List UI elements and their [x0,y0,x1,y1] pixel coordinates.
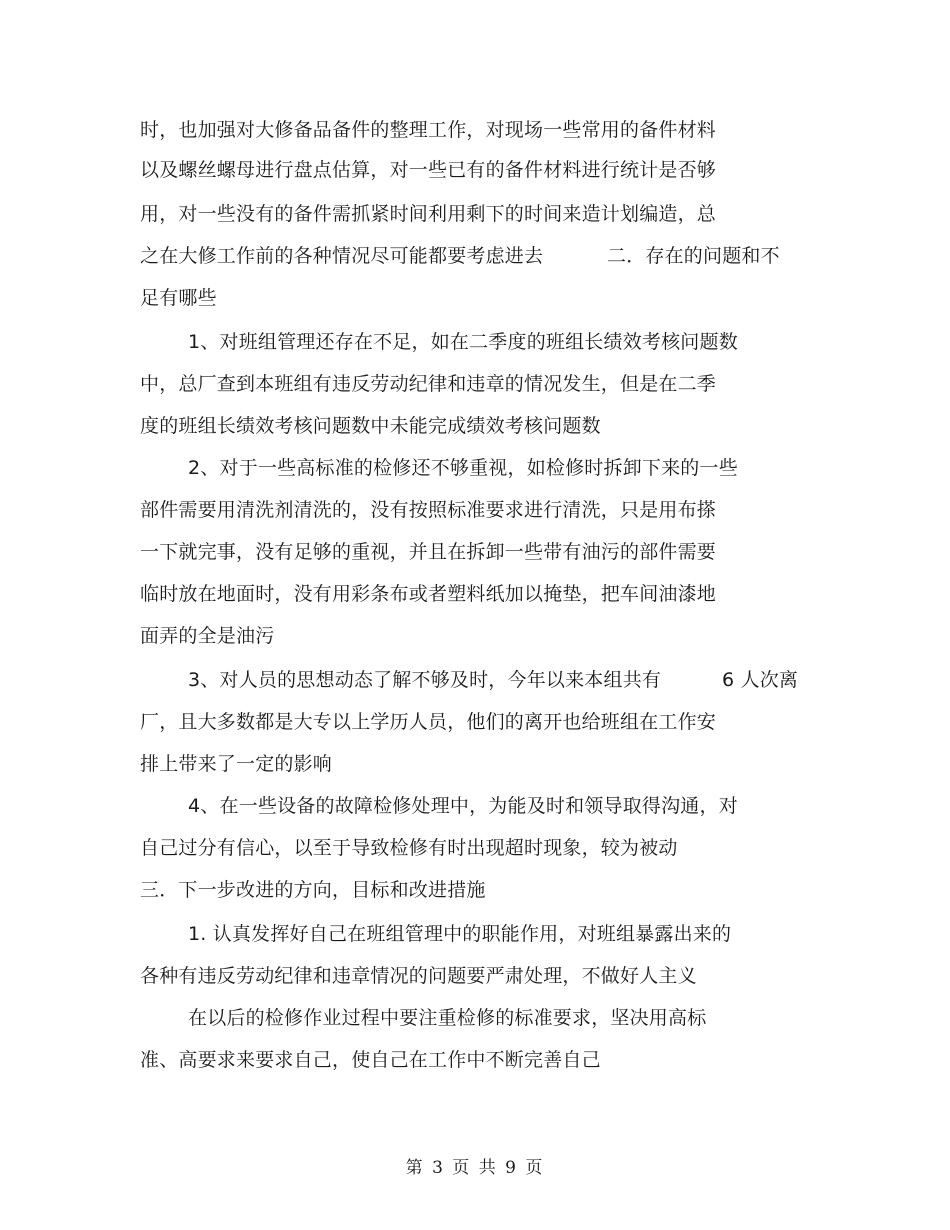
text-line: 自己过分有信心，以至于导致检修有时出现超时现象，较为被动 [140,837,678,859]
text-line: 临时放在地面时，没有用彩条布或者塑料纸加以掩垫，把车间油漆地 [140,583,717,605]
paragraph-start: 在以后的检修作业过程中要注重检修的标准要求，坚决用高标 [188,1007,707,1029]
text-line: 一下就完事，没有足够的重视，并且在拆卸一些带有油污的部件需要 [140,541,717,563]
section-heading-2: 二．存在的问题和不 [607,245,780,267]
footer-prefix: 第 [405,1158,425,1178]
text-line: 以及螺丝螺母进行盘点估算，对一些已有的备件材料进行统计是否够 [140,159,717,181]
list-item-4: 4、在一些设备的故障检修处理中，为能及时和领导取得沟通，对 [188,795,738,817]
list-item-1: 1、对班组管理还存在不足，如在二季度的班组长绩效考核问题数 [188,331,738,353]
text-line: 准、高要求来要求自己，使自己在工作中不断完善自己 [140,1049,601,1071]
text-line: 中，总厂查到本班组有违反劳动纪律和违章的情况发生，但是在二季 [140,373,717,395]
text-line: 时，也加强对大修备品备件的整理工作，对现场一些常用的备件材料 [140,119,717,141]
footer-suffix: 页 [525,1158,545,1178]
text-line: 之在大修工作前的各种情况尽可能都要考虑进去 [140,245,544,267]
text-line: 部件需要用清洗剂清洗的，没有按照标准要求进行清洗，只是用布搽 [140,499,717,521]
footer-middle: 页 共 [452,1158,498,1178]
footer-current-page: 3 [432,1158,445,1178]
text-line: 排上带来了一定的影响 [140,753,333,775]
list-item-3: 3、对人员的思想动态了解不够及时，今年以来本组共有 [188,669,662,691]
text-line: 面弄的全是油污 [140,625,275,647]
text-fragment: 6 人次离 [722,669,799,691]
text-line: 各种有违反劳动纪律和违章情况的问题要严肃处理，不做好人主义 [140,965,697,987]
list-item-1: 1. 认真发挥好自己在班组管理中的职能作用，对班组暴露出来的 [188,923,732,945]
text-line: 足有哪些 [140,287,217,309]
footer-total-pages: 9 [505,1158,518,1178]
page-footer [0,1153,950,1178]
text-line: 厂，且大多数都是大专以上学历人员，他们的离开也给班组在工作安 [140,711,717,733]
list-item-2: 2、对于一些高标准的检修还不够重视，如检修时拆卸下来的一些 [188,457,738,479]
text-line: 用，对一些没有的备件需抓紧时间利用剩下的时间来造计划编造，总 [140,203,717,225]
section-heading-3: 三．下一步改进的方向，目标和改进措施 [140,879,486,901]
text-line: 度的班组长绩效考核问题数中未能完成绩效考核问题数 [140,415,601,437]
